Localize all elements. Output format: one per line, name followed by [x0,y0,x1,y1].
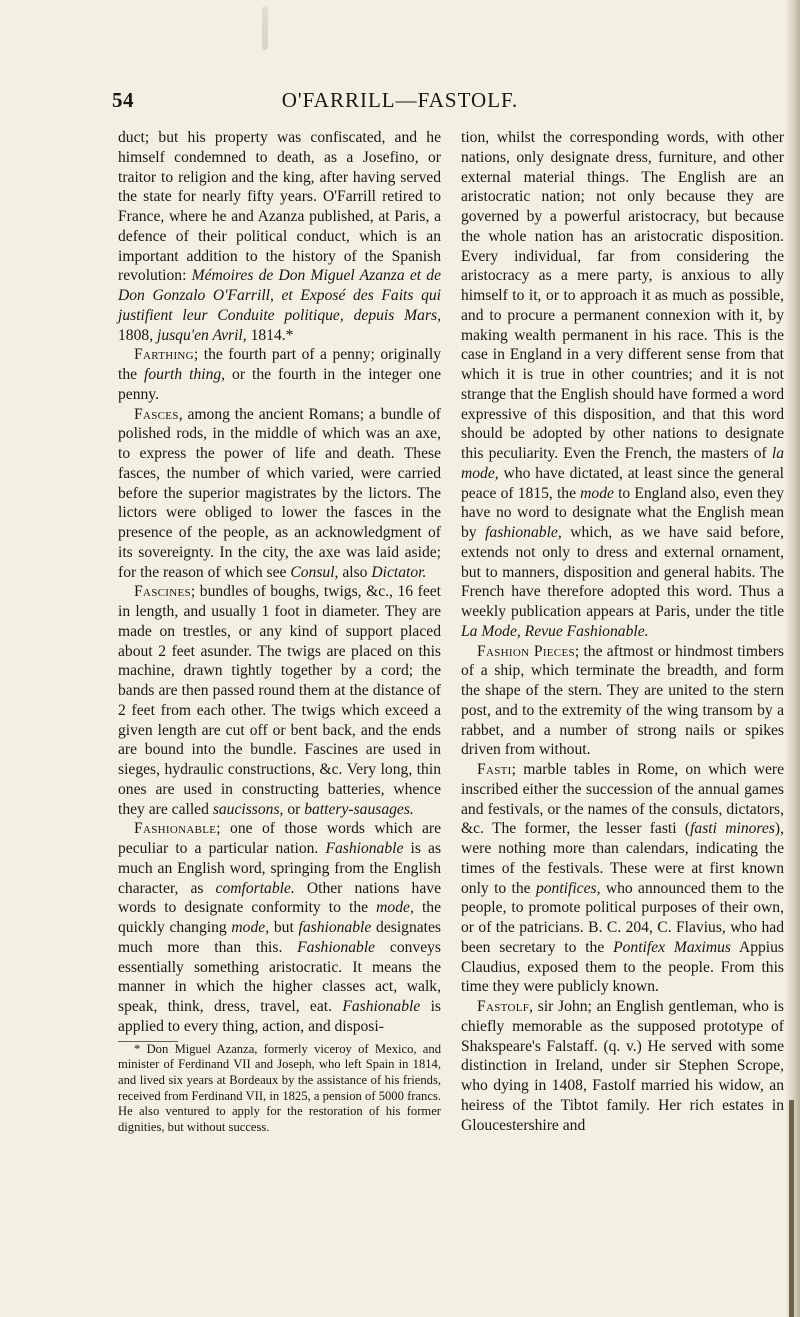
headword-fascines: Fascines [134,583,191,601]
headword-fasti: Fasti [477,761,512,778]
headword-fastolf: Fastolf [477,998,530,1015]
headword-fashion-pieces: Fashion Pieces [477,642,575,660]
entry-fascines: Fascines; bundles of boughs, twigs, &c., 16 feet in length, and usually 1 foot in diameter. They are made on trestles, or any kind of support placed about 2 feet asunder. The twigs are placed on this machine, drawn tightly together by a cord; the bands are then passed round them at the distance of 2 feet from each other. The twigs which exceed a given length are cut off or bent back, and the ends are bound into the bundle. Fascines are used in sieges, hydraulic constructions, &c. Very long, thin ones are used in constructing batteries, whence they are called saucissons, or battery-sausages. [118,583,441,818]
entry-fashionable-continued: tion, whilst the corresponding words, with other nations, only designate dress, furniture, and other external material things. The English are an aristocratic nation; not only because they are governed by a powerful aristocracy, but because the whole nation has an aristocratic disposition. Every individual, far from considering the aristocracy as a mere party, is anxious to ally himself to it, or to approach it as much as possible, and to procure a permanent connexion with it, by making wealth permanent in his race. This is the case in England in a very different sense from that which it is true in other countries; and it is not strange that the English should have formed a word expressive of this disposition, and that this word should be adopted by other nations to designate this peculiarity. Even the French, the masters of la mode, who have dictated, at least since the general peace of 1815, the mode to England also, even they have no word to designate what the English mean by fashionable, which, as we have said before, extends not only to dress and external ornament, but to manners, disposition and general habits. The French have therefore adopted this word. Thus a weekly publication appears at Paris, under the title La Mode, Revue Fashionable. [461,129,785,640]
entry-fastolf: Fastolf, sir John; an English gentleman, who is chiefly memorable as the supposed prototype of Shakspeare's Falstaff. (q. v.) He served with some distinction in Ireland, under sir Stephen Scrope, who dying in 1408, Fastolf married his widow, an heiress of the Tibtot family. Her rich estates in Gloucestershire and [461,998,784,1134]
entry-fasti: Fasti; marble tables in Rome, on which were inscribed either the succession of the annual games and festivals, or the names of the consuls, dictators, &c. The former, the lesser fasti (fasti minores), were nothing more than calendars, indicating the times of the festivals. These were at first known only to the pontifices, who announced them to the people, to promote political purposes of their own, or of the patricians. B. C. 204, C. Flavius, who had been secretary to the Pontifex Maximus Appius Claudius, exposed them to the people. From this time they were publicly known. [461,761,785,996]
headword-fashionable: Fashionable [134,820,217,838]
entry-fashionable: Fashionable; one of those words which are peculiar to a particular nation. Fashionable is as much an English word, springing from the English character, as comfortable. Other nations have words to designate conformity to the mode, the quickly changing mode, but fashionable designates much more than this. Fashionable conveys essentially something aristocratic. It means the manner in which the higher classes act, walk, speak, think, dress, travel, eat. Fashionable is applied to every thing, action, and disposi- [118,820,442,1035]
work-title-end: jusqu'en Avril, [156,326,247,344]
headword-fasces: Fasces [134,405,179,423]
page-number: 54 [112,88,134,112]
entry-farthing: Farthing; the fourth part of a penny; originally the fourth thing, or the fourth in the integer one penny. [118,346,441,403]
book-spine-shadow [789,1100,794,1317]
publication-title: La Mode, Revue Fashionable. [461,622,649,640]
running-head: O'FARRILL—FASTOLF. [281,88,519,112]
cross-reference: Consul, [290,563,339,581]
headword-farthing: Farthing [134,346,194,364]
page-header [0,88,800,118]
entry-ofarrill-continued: duct; but his property was confiscated, and he himself condemned to death, as a Josefino, or traitor to religion and the king, after having served the state for nearly fifty years. O'Farrill retired to France, where he and Azanza published, at Paris, a defence of their political conduct, which is an important addition to the history of the Spanish revolution: Mémoires de Don Miguel Azanza et de Don Gonzalo O'Farrill, et Exposé des Faits qui justifient leur Conduite politique, depuis Mars, 1808, jusqu'en Avril, 1814.* [118,129,441,344]
work-title: Mémoires de Don Miguel Azanza et de Don Gonzalo O'Farrill, et Exposé des Faits qui justifient leur Conduite politique, depuis Mars, [118,267,441,324]
footnote: * Don Miguel Azanza, formerly viceroy of Mexico, and minister of Ferdinand VII and Joseph, who left Spain in 1814, and lived six years at Bordeaux by the assistance of his friends, received from Ferdinand VII, in 1825, a pension of 5000 francs. He also ventured to apply for the restoration of his former dignities, but without success. [118,1041,441,1135]
right-column [461,128,784,1135]
entry-fashion-pieces: Fashion Pieces; the aftmost or hindmost timbers of a ship, which terminate the breadth, and form the shape of the stern. They are united to the stern post, and to the extremity of the wing transom by a rabbet, and a number of strong nails or spikes driven from without. [461,642,784,759]
paper-stain [262,6,268,50]
cross-reference: Dictator. [371,563,427,581]
entry-fasces: Fasces, among the ancient Romans; a bundle of polished rods, in the middle of which was an axe, to express the power of life and death. These fasces, the number of which varied, were carried before the superior magistrates by the lictors. The lictors were obliged to lower the fasces in the presence of the people, as an acknowledgment of its sovereignty. In the city, the axe was laid aside; for the reason of which see Consul, also Dictator. [118,405,441,581]
left-column [118,128,441,1136]
